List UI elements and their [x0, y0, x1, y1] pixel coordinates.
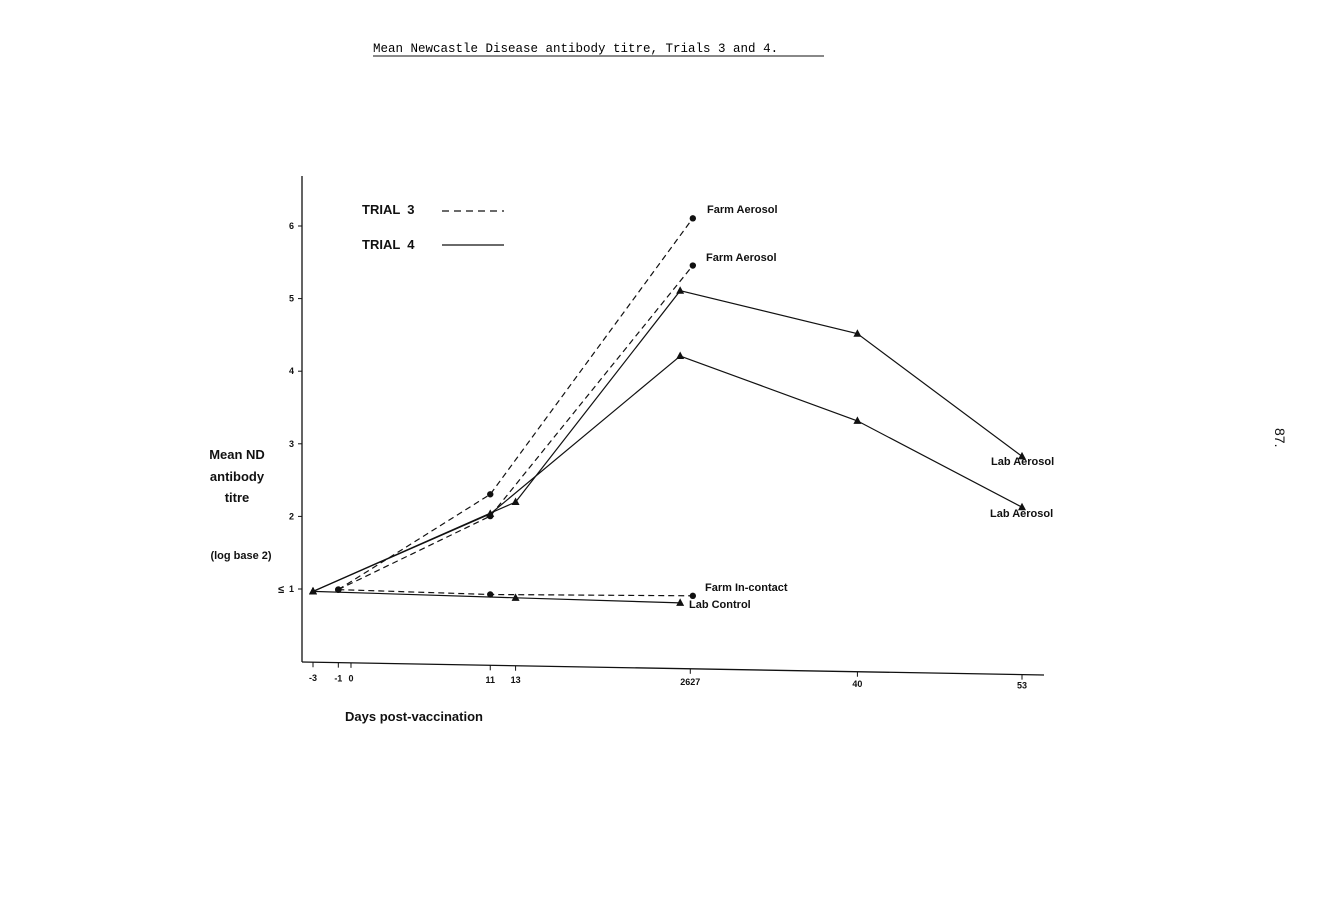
data-point-triangle [676, 286, 684, 294]
y-axis-title-line-3: titre [224, 490, 250, 505]
y-axis-title-note: (log base 2) [210, 550, 272, 562]
series-label-lab-aerosol-1: Lab Aerosol [991, 456, 1055, 468]
data-point-triangle [676, 598, 684, 606]
series-label-farm-aerosol-1: Farm Aerosol [707, 204, 778, 216]
x-axis-line [302, 662, 1044, 675]
series-group [309, 215, 1026, 606]
legend-label-trial-4: TRIAL 4 [362, 237, 415, 252]
y-axis-title-line-1: Mean ND [209, 447, 265, 462]
x-tick-label: 53 [1016, 680, 1028, 691]
data-point-circle [690, 215, 696, 221]
x-axis-ticks [309, 662, 1027, 690]
x-tick-label: 0 [348, 673, 354, 684]
y-tick-label: 5 [288, 293, 294, 304]
y-tick-label: 6 [288, 221, 294, 231]
data-point-circle [487, 491, 493, 497]
x-tick-label: 2627 [680, 677, 701, 688]
y-tick-label: 4 [288, 366, 294, 377]
x-tick-label: -1 [334, 673, 343, 684]
x-tick-label: 11 [485, 674, 496, 685]
series-line-1 [338, 218, 693, 589]
y-tick-label: 3 [288, 438, 294, 449]
y-axis-title-line-2: antibody [209, 469, 265, 484]
y-tick-prefix: ≤ [277, 584, 284, 596]
x-axis-title: Days post-vaccination [345, 709, 483, 724]
y-tick-label: 2 [288, 511, 294, 522]
series-label-farm-in-contact: Farm In-contact [705, 582, 788, 594]
page-number: 87. [1272, 428, 1288, 448]
y-axis-ticks [278, 221, 302, 596]
series-label-lab-control: Lab Control [689, 599, 751, 611]
series-line-6 [313, 591, 680, 603]
legend [362, 202, 504, 252]
x-tick-label: 40 [852, 678, 863, 689]
series-label-farm-aerosol-2: Farm Aerosol [706, 252, 777, 264]
data-point-circle [690, 262, 696, 268]
series-label-lab-aerosol-2: Lab Aerosol [990, 508, 1054, 520]
series-line-4 [313, 291, 1022, 592]
x-tick-label: 13 [510, 675, 521, 686]
series-line-2 [338, 266, 693, 590]
y-tick-label: 1 [288, 584, 294, 594]
chart-title: Mean Newcastle Disease antibody titre, Trials 3 and 4. [373, 42, 779, 56]
data-point-triangle [676, 352, 684, 360]
legend-label-trial-3: TRIAL 3 [362, 202, 415, 217]
x-tick-label: -3 [308, 673, 318, 684]
series-line-5 [313, 356, 1022, 591]
